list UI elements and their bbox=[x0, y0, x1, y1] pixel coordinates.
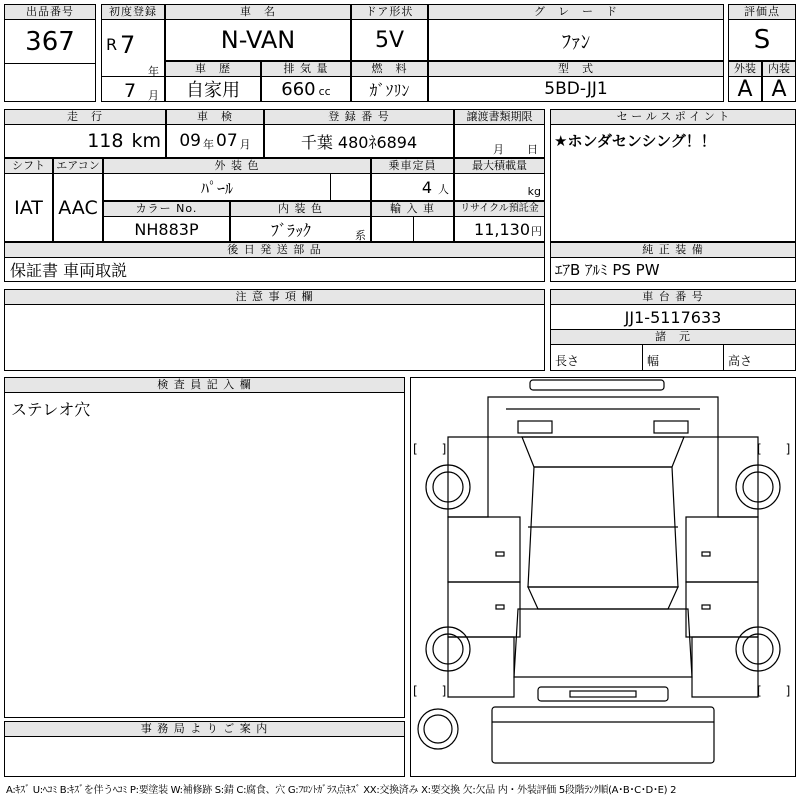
grade-cell bbox=[428, 4, 724, 61]
notes-cell bbox=[4, 289, 545, 371]
inspection-year-unit: 年 bbox=[203, 138, 214, 151]
shift-label: シフト bbox=[5, 159, 52, 174]
windshield bbox=[522, 437, 684, 467]
interior-color-label: 内 装 色 bbox=[231, 202, 370, 217]
color-number-cell bbox=[103, 201, 230, 242]
first-reg-month: 7 bbox=[124, 80, 137, 102]
interior-color: ﾌﾞﾗｯｸ bbox=[270, 220, 311, 240]
registration-number-cell bbox=[264, 109, 454, 158]
fuel-label: 燃 料 bbox=[352, 62, 427, 77]
office-cell bbox=[4, 721, 405, 777]
right-rear-quarter bbox=[692, 637, 758, 697]
exterior-color: ﾊﾟｰﾙ bbox=[200, 178, 233, 198]
import-label: 輸 入 車 bbox=[372, 202, 453, 217]
grade-label: グ レ ー ド bbox=[429, 5, 723, 20]
spec-width-label: 幅 bbox=[647, 354, 660, 368]
recycle-unit: 円 bbox=[531, 225, 542, 238]
import-cell bbox=[371, 201, 454, 242]
chassis-label: 車 台 番 号 bbox=[551, 290, 795, 305]
door-label: ドア形状 bbox=[352, 5, 427, 20]
max-load-label: 最大積載量 bbox=[455, 159, 544, 174]
left-front-door bbox=[448, 517, 520, 582]
fuel-cell bbox=[351, 61, 428, 102]
max-load-unit: kg bbox=[527, 185, 541, 198]
later-parts-cell bbox=[4, 242, 545, 282]
capacity: 4 bbox=[421, 177, 432, 197]
inspector-cell bbox=[4, 377, 405, 718]
lot-number: 367 bbox=[25, 27, 75, 57]
mileage-cell bbox=[4, 109, 166, 158]
bracket-right-bottom: [ ] bbox=[757, 684, 791, 698]
interior-color-cell bbox=[230, 201, 371, 242]
equipment-label: 純 正 装 備 bbox=[551, 243, 795, 258]
exterior-grade-cell bbox=[728, 61, 762, 102]
era: R bbox=[106, 35, 118, 54]
interior-grade-label: 内装 bbox=[763, 62, 795, 77]
fuel: ｶﾞｿﾘﾝ bbox=[369, 80, 410, 100]
registration-number: 千葉 480ﾈ6894 bbox=[300, 132, 418, 152]
transfer-deadline-label: 譲渡書類期限 bbox=[455, 110, 544, 125]
hood-vent-right bbox=[654, 421, 688, 433]
displacement-label: 排 気 量 bbox=[262, 62, 350, 77]
rear-bumper bbox=[538, 687, 668, 701]
specs-label: 諸 元 bbox=[551, 329, 795, 345]
mileage-unit: km bbox=[131, 130, 161, 152]
left-rear-quarter bbox=[448, 637, 514, 697]
color-number-label: カラー No. bbox=[104, 202, 229, 217]
inspection-month: 07 bbox=[216, 131, 238, 151]
model-label: 型 式 bbox=[429, 62, 723, 77]
mileage: 118 bbox=[87, 130, 124, 152]
door-cell bbox=[351, 4, 428, 61]
sales-point: ★ホンダセンシング！！ bbox=[554, 132, 716, 150]
lot-number-label: 出品番号 bbox=[5, 5, 95, 20]
exterior-color-label: 外 装 色 bbox=[104, 159, 370, 174]
tailgate bbox=[514, 609, 692, 677]
sales-point-cell bbox=[550, 109, 796, 242]
color-number: NH883P bbox=[134, 219, 199, 239]
shift: IAT bbox=[14, 196, 43, 219]
year-unit: 年 bbox=[148, 65, 159, 78]
transfer-deadline-cell bbox=[454, 109, 545, 158]
transfer-month-unit: 月 bbox=[493, 143, 504, 156]
car-name-cell bbox=[165, 4, 351, 61]
door-type: 5V bbox=[374, 27, 405, 53]
model-code: 5BD-JJ1 bbox=[544, 79, 608, 99]
grade: ﾌｧﾝ bbox=[561, 30, 591, 53]
legend: A:ｷｽﾞ U:ﾍｺﾐ B:ｷｽﾞを伴うﾍｺﾐ P:要塗装 W:補修跡 S:錆 C:腐食、穴 G:ﾌﾛﾝﾄｶﾞﾗｽ点ｷｽﾞ XX:交換済み X:要交換 欠:欠品 内・外装評価 5段階ﾗﾝｸ順(A･B･C･D･E) 2 bbox=[6, 785, 677, 796]
bracket-left-bottom: [ ] bbox=[413, 684, 447, 698]
registration-number-label: 登 録 番 号 bbox=[265, 110, 453, 125]
inspection-label: 車 検 bbox=[167, 110, 263, 125]
spec-height-label: 高さ bbox=[728, 354, 753, 368]
score-cell bbox=[728, 4, 796, 61]
max-load-cell bbox=[454, 158, 545, 201]
aircon: AAC bbox=[58, 196, 98, 219]
first-registration-cell bbox=[101, 4, 165, 102]
chassis-number: JJ1-5117633 bbox=[624, 307, 722, 327]
inspection-year: 09 bbox=[179, 131, 201, 151]
recycle-cell bbox=[454, 201, 545, 242]
history-label: 車 歴 bbox=[166, 62, 260, 77]
notes-label: 注 意 事 項 欄 bbox=[5, 290, 544, 305]
inspection-month-unit: 月 bbox=[239, 138, 251, 151]
front-bumper bbox=[530, 380, 664, 390]
right-front-door bbox=[686, 517, 758, 582]
car-name: N-VAN bbox=[220, 26, 296, 54]
capacity-label: 乗車定員 bbox=[372, 159, 453, 174]
rear-window bbox=[528, 587, 678, 609]
lot-number-cell bbox=[4, 4, 96, 102]
spec-length-label: 長さ bbox=[555, 354, 580, 368]
aircon-label: エアコン bbox=[54, 159, 102, 174]
displacement: 660 bbox=[281, 78, 316, 100]
displacement-unit: cc bbox=[318, 84, 331, 98]
hood bbox=[488, 397, 718, 437]
inspector-label: 検 査 員 記 入 欄 bbox=[5, 378, 404, 393]
bracket-right-top: [ ] bbox=[757, 442, 791, 456]
hood-vent-left bbox=[518, 421, 552, 433]
underbody bbox=[492, 707, 714, 763]
office-label: 事 務 局 よ り ご 案 内 bbox=[5, 722, 404, 737]
recycle-amount: 11,130 bbox=[474, 219, 530, 239]
recycle-label: リサイクル預託金 bbox=[455, 202, 544, 217]
history: 自家用 bbox=[186, 80, 240, 101]
exterior-color-cell bbox=[103, 158, 371, 201]
aircon-cell bbox=[53, 158, 103, 242]
first-registration-label: 初度登録 bbox=[102, 5, 164, 20]
model-cell bbox=[428, 61, 724, 102]
score-label: 評価点 bbox=[729, 5, 795, 20]
chassis-cell bbox=[550, 289, 796, 371]
score: S bbox=[753, 25, 771, 55]
interior-grade-cell bbox=[762, 61, 796, 102]
exterior-grade-label: 外装 bbox=[729, 62, 761, 77]
capacity-cell bbox=[371, 158, 454, 201]
bracket-left-top: [ ] bbox=[413, 442, 447, 456]
sales-point-label: セ ー ル ス ポ イ ン ト bbox=[551, 110, 795, 125]
shift-cell bbox=[4, 158, 53, 242]
mileage-label: 走 行 bbox=[5, 110, 165, 125]
transfer-day-unit: 日 bbox=[527, 143, 538, 156]
left-rear-door bbox=[448, 582, 520, 637]
equipment: ｴｱB ｱﾙﾐ PS PW bbox=[555, 261, 660, 279]
later-parts-label: 後 日 発 送 部 品 bbox=[5, 243, 544, 258]
inspection-cell bbox=[166, 109, 264, 158]
capacity-unit: 人 bbox=[438, 183, 449, 196]
displacement-cell bbox=[261, 61, 351, 102]
interior-grade: A bbox=[771, 76, 787, 102]
inspector-notes: ステレオ穴 bbox=[11, 400, 91, 419]
equipment-cell bbox=[550, 242, 796, 282]
history-cell bbox=[165, 61, 261, 102]
car-name-label: 車 名 bbox=[166, 5, 350, 20]
interior-color-suffix: 系 bbox=[355, 229, 366, 242]
exterior-grade: A bbox=[737, 76, 753, 102]
first-reg-year: 7 bbox=[120, 31, 136, 59]
right-rear-door bbox=[686, 582, 758, 637]
later-parts: 保証書 車両取説 bbox=[10, 261, 128, 280]
car-diagram bbox=[410, 377, 796, 777]
month-unit: 月 bbox=[148, 89, 159, 102]
